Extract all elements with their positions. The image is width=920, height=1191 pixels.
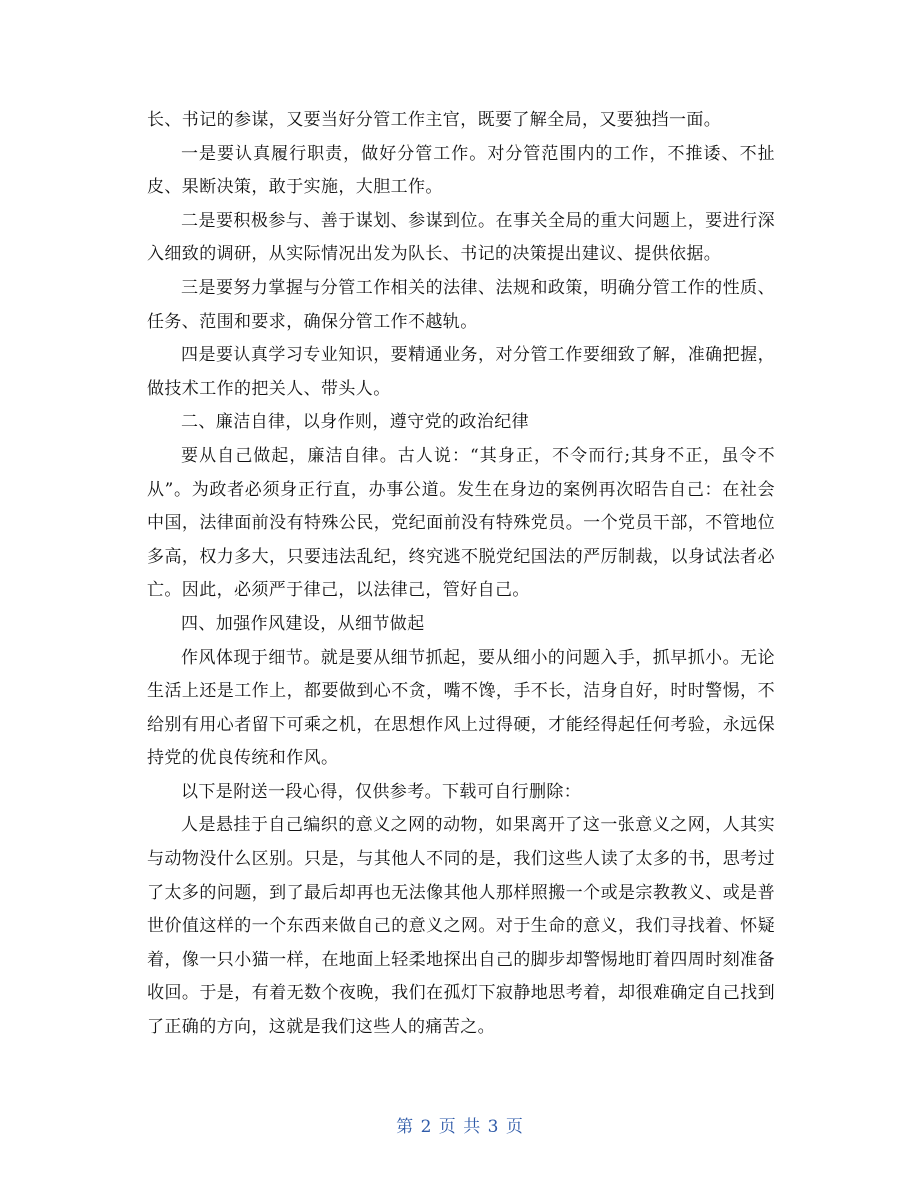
paragraph: 二是要积极参与、善于谋划、参谋到位。在事关全局的重大问题上，要进行深入细致的调研，从实际情况出发为队长、书记的决策提出建议、提供依据。 xyxy=(147,210,775,265)
document-body xyxy=(147,104,775,1045)
paragraph: 一是要认真履行职责，做好分管工作。对分管范围内的工作，不推诿、不扯皮、果断决策，敢于实施，大胆工作。 xyxy=(147,143,775,198)
paragraph: 以下是附送一段心得，仅供参考。下载可自行删除： xyxy=(181,781,582,802)
paragraph: 作风体现于细节。就是要从细节抓起，要从细小的问题入手，抓早抓小。无论生活上还是工作上，都要做到心不贪，嘴不馋，手不长，洁身自好，时时警惕，不给别有用心者留下可乘之机，在思想作风上过得硬，才能经得起任何考验，永远保持党的优良传统和作风。 xyxy=(147,647,775,769)
paragraph: 三是要努力掌握与分管工作相关的法律、法规和政策，明确分管工作的性质、任务、范围和要求，确保分管工作不越轨。 xyxy=(147,277,775,332)
section-heading: 二、廉洁自律，以身作则，遵守党的政治纪律 xyxy=(181,412,529,433)
paragraph: 要从自己做起，廉洁自律。古人说：“其身正，不令而行;其身不正，虽令不从”。为政者必须身正行直，办事公道。发生在身边的案例再次昭告自己：在社会中国，法律面前没有特殊公民，党纪面前没有特殊党员。一个党员干部，不管地位多高，权力多大，只要违法乱纪，终究逃不脱党纪国法的严厉制裁，以身试法者必亡。因此，必须严于律己，以法律己，管好自己。 xyxy=(147,445,775,601)
section-heading: 四、加强作风建设，从细节做起 xyxy=(181,613,425,634)
page-number-footer: 第 2 页 共 3 页 xyxy=(396,1117,524,1137)
paragraph: 人是悬挂于自己编织的意义之网的动物，如果离开了这一张意义之网，人其实与动物没什么区别。只是，与其他人不同的是，我们这些人读了太多的书，思考过了太多的问题，到了最后却再也无法像其他人那样照搬一个或是宗教教义、或是普世价值这样的一个东西来做自己的意义之网。对于生命的意义，我们寻找着、怀疑着，像一只小猫一样，在地面上轻柔地探出自己的脚步却警惕地盯着四周时刻准备收回。于是，有着无数个夜晚，我们在孤灯下寂静地思考着，却很难确定自己找到了正确的方向，这就是我们这些人的痛苦之。 xyxy=(147,815,775,1038)
paragraph: 四是要认真学习专业知识，要精通业务，对分管工作要细致了解，准确把握，做技术工作的把关人、带头人。 xyxy=(147,345,775,399)
paragraph: 长、书记的参谋，又要当好分管工作主官，既要了解全局，又要独挡一面。 xyxy=(147,110,722,130)
